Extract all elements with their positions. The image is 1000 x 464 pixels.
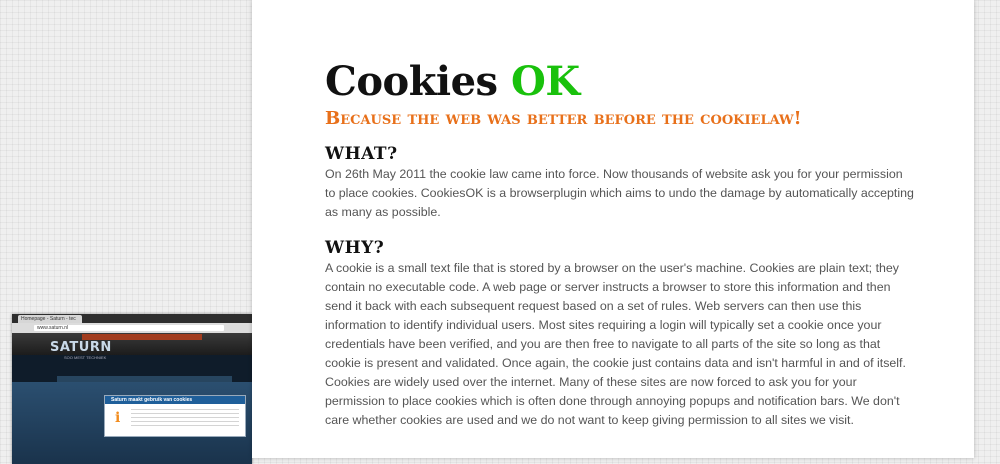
browser-tab: Homepage - Saturn - tec bbox=[18, 315, 82, 323]
section-text-what: On 26th May 2011 the cookie law came into force. Now thousands of website ask you for your permission to place cookies. CookiesOK is a browserplugin which aims to undo the damage by automatically accepting as many as possible. bbox=[325, 167, 914, 219]
title-main: Cookies bbox=[325, 58, 498, 105]
browser-screenshot-thumbnail bbox=[12, 314, 252, 464]
tagline: Because the web was better before the cookielaw! bbox=[325, 108, 802, 129]
cookie-notice-popup bbox=[104, 395, 246, 437]
cookie-notice-text bbox=[131, 409, 239, 429]
site-logo: SATURN bbox=[50, 340, 112, 355]
title-accent: OK bbox=[511, 58, 580, 105]
info-icon: i bbox=[115, 410, 121, 426]
browser-url-bar bbox=[12, 323, 252, 333]
section-heading-what: WHAT? bbox=[325, 144, 398, 164]
main-page bbox=[252, 0, 974, 458]
section-text-why: A cookie is a small text file that is stored by a browser on the user's machine. Cookies are plain text; they contain no executable code. A web page or server instructs a browser to store this information and then send it back with each subsequent request based on a set of rules. Web servers can then use this information to identify individual users. Most sites requiring a login will typically set a cookie once your credentials have been verified, and you are then free to navigate to all parts of the site so long as that cookie is present and validated. Once again, the cookie just contains data and isn't harmful in and of itself. Cookies are widely used over the internet. Many of these sites are now forced to ask you for your permission to place cookies which is often done through annoying popups and notification bars. We don't care whether cookies are used and we do not want to keep giving permission to all sites we visit. bbox=[325, 261, 906, 427]
site-slogan: SOO MEST TECHNIEK bbox=[64, 355, 107, 360]
browser-tab-bar bbox=[12, 314, 252, 323]
page-content bbox=[325, 58, 915, 430]
browser-url: www.saturn.nl bbox=[34, 325, 224, 331]
cookie-notice-title: Saturn maakt gebruik van cookies bbox=[105, 396, 245, 404]
site-nav-bar bbox=[57, 376, 232, 382]
section-heading-why: WHY? bbox=[325, 238, 385, 258]
page-title bbox=[325, 58, 915, 106]
